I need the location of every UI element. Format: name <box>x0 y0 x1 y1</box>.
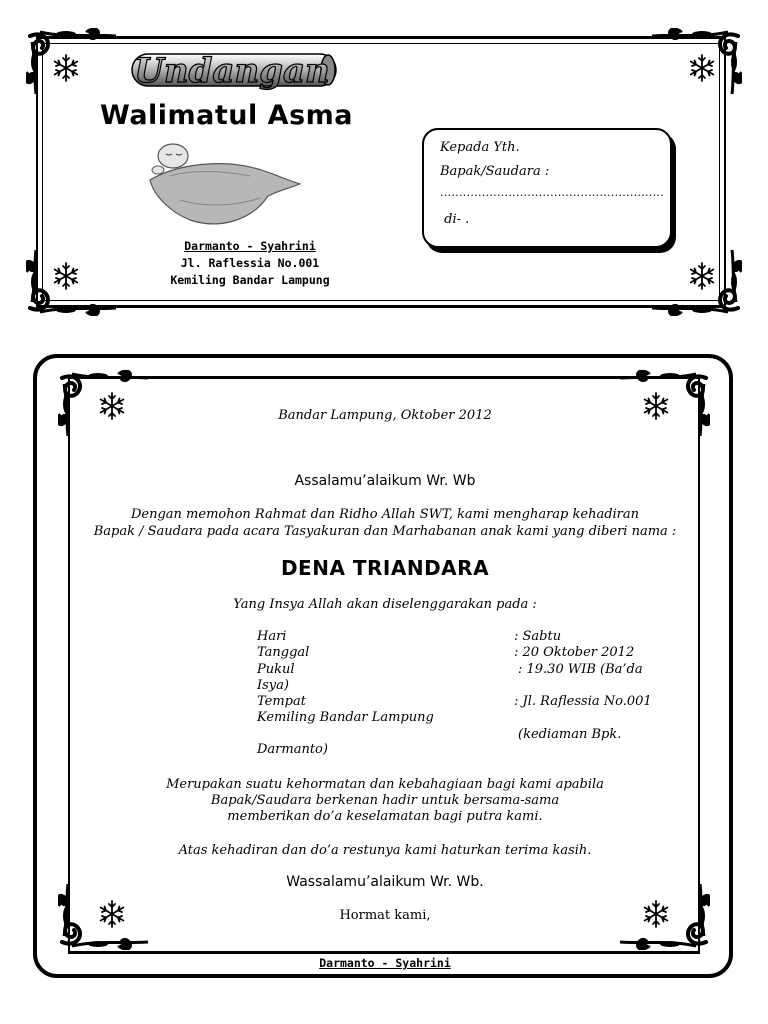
schedule-intro: Yang Insya Allah akan diselenggarakan pada : <box>233 597 537 612</box>
closing-line3: memberikan do’a keselamatan bagi putra kami. <box>227 809 543 824</box>
schedule-pukul-label: Pukul <box>257 662 295 677</box>
schedule-pukul-value: : 19.30 WIB (Ba’da <box>518 662 643 677</box>
schedule-tempat-line3: (kediaman Bpk. <box>518 727 622 742</box>
corner-ornament-icon <box>642 246 742 316</box>
address-line-location: di- . <box>440 212 470 227</box>
schedule-tanggal-label: Tanggal <box>257 645 310 660</box>
corner-ornament-icon <box>26 28 126 98</box>
corner-ornament-icon <box>610 370 710 440</box>
corner-ornament-icon <box>642 28 742 98</box>
host-block <box>150 238 350 289</box>
regards: Hormat kami, <box>339 908 431 923</box>
address-line-title: Bapak/Saudara : <box>440 164 550 179</box>
host-address-line1: Jl. Raflessia No.001 <box>180 256 320 270</box>
schedule-tempat-line4: Darmanto) <box>257 742 328 757</box>
closing-line2: Bapak/Saudara berkenan hadir untuk bersama-sama <box>210 793 560 808</box>
schedule-tanggal-value: : 20 Oktober 2012 <box>514 645 635 660</box>
baby-illustration-icon <box>140 140 305 232</box>
farewell: Wassalamu’alaikum Wr. Wb. <box>286 874 484 890</box>
banner-text: Undangan <box>134 51 330 91</box>
undangan-banner <box>128 48 340 92</box>
schedule-hari-value: : Sabtu <box>514 629 562 644</box>
schedule-hari-label: Hari <box>257 629 287 644</box>
schedule-tempat-line2: Kemiling Bandar Lampung <box>257 710 434 725</box>
intro-line2: Bapak / Saudara pada acara Tasyakuran dan Marhabanan anak kami yang diberi nama : <box>93 524 677 539</box>
place-date: Bandar Lampung, Oktober 2012 <box>278 408 492 423</box>
closing-line1: Merupakan suatu kehormatan dan kebahagiaan bagi kami apabila <box>166 777 604 792</box>
intro-line1: Dengan memohon Rahmat dan Ridho Allah SWT, kami mengharap kehadiran <box>130 507 640 522</box>
corner-ornament-icon <box>26 246 126 316</box>
child-name: DENA TRIANDARA <box>280 556 490 580</box>
host-names: Darmanto - Syahrini <box>184 239 316 253</box>
event-title: Walimatul Asma <box>100 100 354 131</box>
thanks-line: Atas kehadiran dan do’a restunya kami haturkan terima kasih. <box>178 843 592 858</box>
address-card <box>422 128 672 248</box>
address-line-recipient: Kepada Yth. <box>440 140 520 155</box>
greeting: Assalamu’alaikum Wr. Wb <box>294 473 476 489</box>
corner-ornament-icon <box>58 370 158 440</box>
schedule-pukul-cont: Isya) <box>257 678 289 693</box>
address-dotted-line: ........................................................... <box>440 186 664 199</box>
host-address-line2: Kemiling Bandar Lampung <box>170 273 330 287</box>
schedule-tempat-label: Tempat <box>257 694 306 709</box>
schedule-tempat-value: : Jl. Raflessia No.001 <box>514 694 652 709</box>
signature: Darmanto - Syahrini <box>319 956 451 970</box>
